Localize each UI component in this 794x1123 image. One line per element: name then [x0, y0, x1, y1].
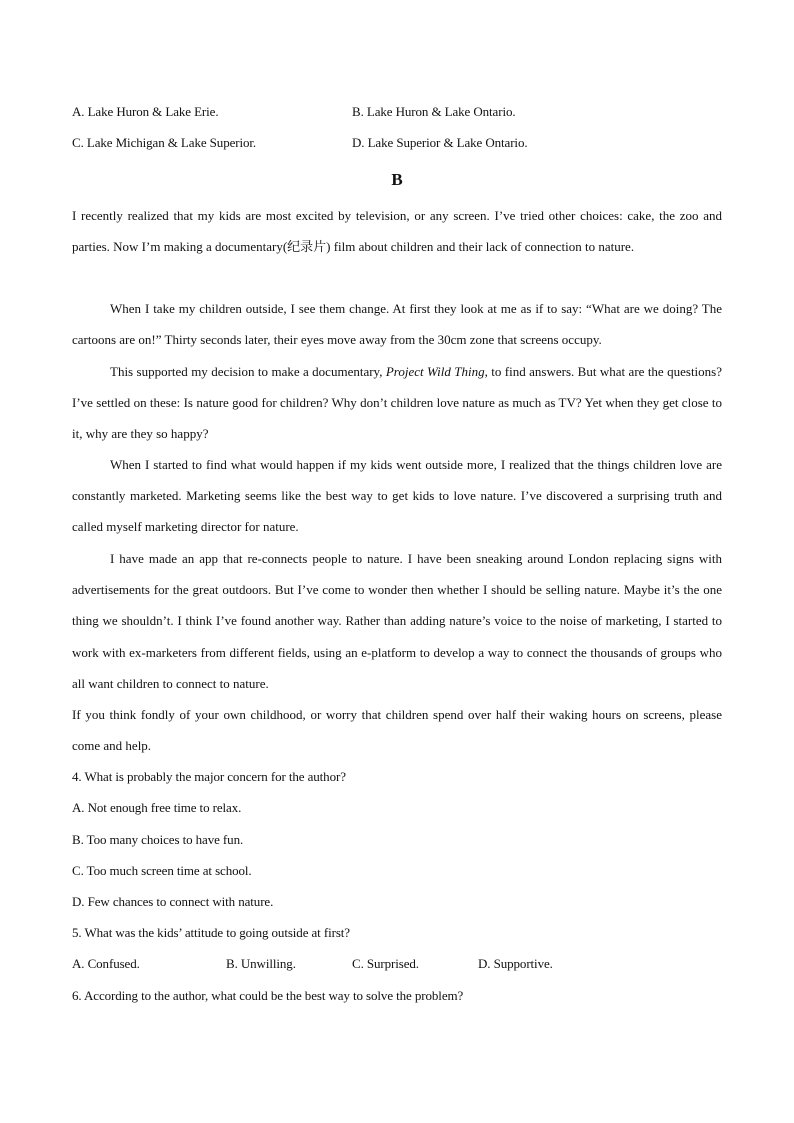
question-5-stem: 5. What was the kids’ attitude to going outside at first? — [72, 925, 350, 940]
option-d: D. Lake Superior & Lake Ontario. — [352, 135, 528, 150]
passage-paragraph-2: When I take my children outside, I see them change. At first they look at me as if to say: “What are we doing? The cartoons are on!” Thirty seconds later, their eyes move away from the 30cm zone that screens occupy. — [72, 301, 722, 348]
passage-paragraph-6: If you think fondly of your own childhood, or worry that children spend over half their waking hours on screens, please come and help. — [72, 707, 722, 754]
option-b: B. Lake Huron & Lake Ontario. — [352, 104, 516, 119]
question-4-option-b: B. Too many choices to have fun. — [72, 832, 244, 847]
documentary-title: Project Wild Thing — [385, 364, 485, 379]
option-c: C. Lake Michigan & Lake Superior. — [72, 135, 257, 150]
paragraph-3-text-end: , to find answers. But what are the questions? I’ve settled on these: Is nature good for children? Why don’t children love nature as much as TV? Yet when they get close to it, why are they so happy? — [72, 364, 722, 442]
question-4-option-a: A. Not enough free time to relax. — [72, 800, 242, 815]
question-4-stem: 4. What is probably the major concern for the author? — [72, 769, 346, 784]
option-a: A. Lake Huron & Lake Erie. — [72, 104, 219, 119]
question-6-stem: 6. According to the author, what could be the best way to solve the problem? — [72, 988, 464, 1003]
question-5-option-c: C. Surprised. — [352, 956, 419, 971]
passage-paragraph-4: When I started to find what would happen if my kids went outside more, I realized that the things children love are constantly marketed. Marketing seems like the best way to get kids to love nature. I’ve discovered a surprising truth and called myself marketing director for nature. — [72, 457, 722, 535]
question-5-option-b: B. Unwilling. — [226, 956, 296, 971]
passage-paragraph-3 — [72, 356, 722, 450]
paragraph-3-text-start: This supported my decision to make a documentary, — [110, 364, 386, 379]
question-4-option-c: C. Too much screen time at school. — [72, 863, 252, 878]
question-4-option-d: D. Few chances to connect with nature. — [72, 894, 274, 909]
section-title: B — [391, 170, 403, 189]
passage-paragraph-1: I recently realized that my kids are most excited by television, or any screen. I’ve tried other choices: cake, the zoo and parties. Now I’m making a documentary(纪录片) film about children and their lack of connection to nature. — [72, 208, 722, 255]
question-5-option-a: A. Confused. — [72, 956, 140, 971]
question-5-option-d: D. Supportive. — [478, 956, 553, 971]
passage-paragraph-5: I have made an app that re-connects people to nature. I have been sneaking around London replacing signs with advertisements for the great outdoors. But I’ve come to wonder then whether I should be selling nature. Maybe it’s the one thing we shouldn’t. I think I’ve found another way. Rather than adding nature’s voice to the noise of marketing, I started to work with ex-marketers from different fields, using an e-platform to develop a way to connect the thousands of groups who all want children to connect to nature. — [72, 551, 722, 691]
